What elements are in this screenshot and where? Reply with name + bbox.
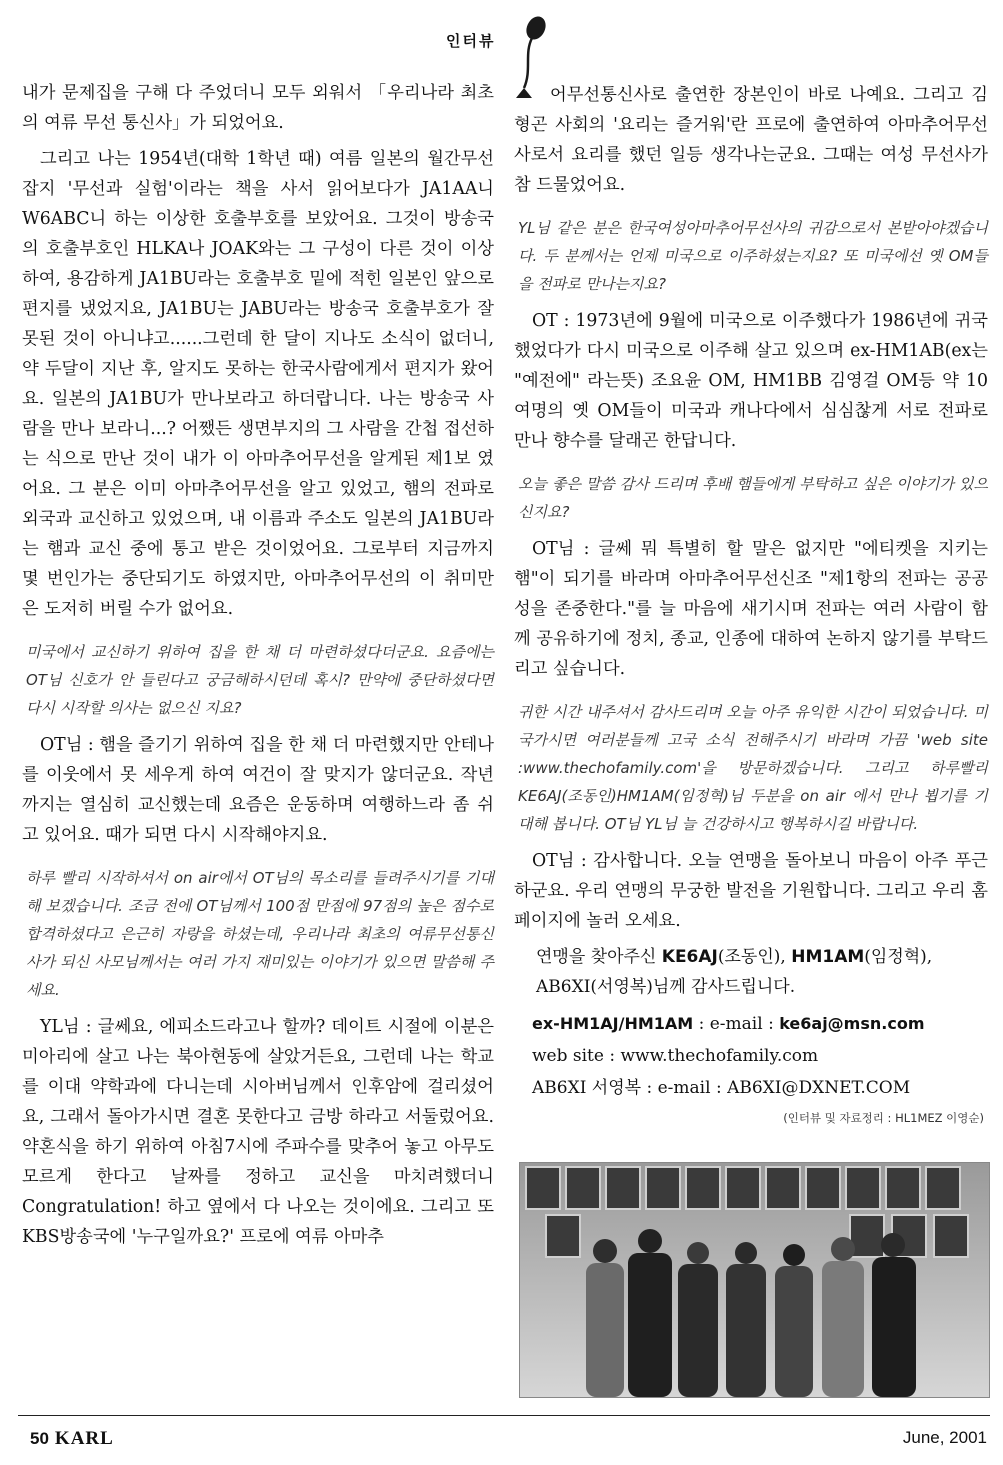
- thanks-line-1: [514, 942, 988, 972]
- contact-email-1[interactable]: ke6aj@msn.com: [779, 1014, 925, 1033]
- answer-1: OT님 : 햄을 즐기기 위하여 집을 한 채 더 마련했지만 안테나를 이웃에서 못 세우게 하여 여건이 잘 맞지가 않더군요. 작년까지는 열심히 교신했는데 요즘은 운동하며 여행하느라 좀 쉬고 있어요. 때가 되면 다시 시작해야지요.: [22, 735, 494, 845]
- thanks-line-2: AB6XI(서영복)님께 감사드립니다.: [536, 977, 796, 997]
- answer-4: OT님 : 글쎄 뭐 특별히 할 말은 없지만 "에티켓을 지키는 햄"이 되기를 바라며 아마추어무선신조 "제1항의 전파는 공공성을 존중한다."를 늘 마음에 새기시며 전파는 여러 사람이 함께 공유하기에 정치, 종교, 인종에 대하여 논하지 않기를 부탁드리고 싶습니다.: [514, 539, 988, 679]
- contact-line-3: [514, 1072, 988, 1104]
- left-column: [22, 78, 494, 1258]
- contact-label-1: : e-mail :: [698, 1014, 774, 1034]
- issue-date: June, 2001: [902, 1428, 987, 1447]
- footer-left: [30, 1428, 114, 1450]
- interview-credit: (인터뷰 및 자료정리 : HL1MEZ 이영순): [783, 1111, 984, 1125]
- contact-line-1: [514, 1008, 988, 1040]
- contact-website[interactable]: web site : www.thechofamily.com: [532, 1046, 819, 1066]
- left-paragraph-1: 내가 문제집을 구해 다 주었더니 모두 외워서 「우리나라 최초의 여류 무선 통신사」가 되었어요.: [22, 83, 494, 133]
- contact-callsign-1: ex-HM1AJ/HM1AM: [532, 1014, 694, 1033]
- thanks-name-ke6aj: (조동인),: [717, 947, 786, 967]
- footer-rule: [18, 1415, 990, 1416]
- interview-question-1: 미국에서 교신하기 위하여 집을 한 채 더 마련하셨다더군요. 요즘에는OT님 신호가 안 들린다고 궁금해하시던데 혹시? 만약에 중단하셨다면 다시 시작할 의사는 없으신 지요?: [26, 643, 494, 717]
- section-label: 인터뷰: [446, 32, 496, 50]
- interview-question-5: 귀한 시간 내주셔서 감사드리며 오늘 아주 유익한 시간이 되었습니다. 미국가시면 여러분들께 고국 소식 전해주시기 바라며 가끔 'web site :www.thechofamily.com'을 방문하겠습니다. 그리고 하루빨리KE6AJ(조동인)HM1AM(임정혁)님 두분을 on air 에서 만나 뵙기를 기대해 봅니다. OT님 YL님 늘 건강하시고 행복하시길 바랍니다.: [518, 703, 988, 833]
- group-photo-image: [520, 1163, 989, 1397]
- thanks-callsign-ke6aj: KE6AJ: [661, 947, 718, 967]
- contact-callsign-3: AB6XI 서영복: [532, 1078, 642, 1098]
- thanks-name-hm1am: (임정혁),: [864, 947, 933, 967]
- thanks-callsign-hm1am: HM1AM: [791, 947, 865, 967]
- right-column: [514, 80, 988, 1126]
- thanks-prefix: 연맹을 찾아주신: [536, 947, 657, 967]
- answer-2: YL님 : 글쎄요, 에피소드라고나 할까? 데이트 시절에 이분은 미아리에 살고 나는 북아현동에 살았거든요, 그런데 나는 학교를 이대 약학과에 다니는데 시아버님께서 인후암에 걸리셨어요, 그래서 돌아가시면 결혼 못한다고 금방 하라고 서둘렀어요. 약혼식을 하기 위하여 아침7시에 주파수를 맞추어 놓고 아무도 모르게 한다고 날짜를 정하고 교신을 마치려했더니 Congratulation! 하고 옆에서 다 나오는 것이에요. 그리고 또 KBS방송국에 '누구일까요?' 프로에 여류 아마추: [22, 1017, 494, 1247]
- answer-3: OT : 1973년에 9월에 미국으로 이주했다가 1986년에 귀국했었다가 다시 미국으로 이주해 살고 있으며 ex-HM1AB(ex는 "예전에" 라는뜻) 조요윤 OM, HM1BB 김영걸 OM등 약 10여명의 옛 OM들이 미국과 캐나다에서 심심찮게 서로 전파로 만나 향수를 달래곤 한답니다.: [514, 311, 988, 451]
- contact-email-3[interactable]: AB6XI@DXNET.COM: [727, 1078, 911, 1098]
- magazine-brand: KARL: [54, 1428, 114, 1449]
- right-paragraph-1: 어무선통신사로 출연한 장본인이 바로 나예요. 그리고 김형곤 사회의 '요리는 즐거워'란 프로에 출연하여 아마추어무선사로서 요리를 했던 일등 생각나는군요. 그때는 여성 무선사가 참 드물었어요.: [514, 85, 988, 195]
- contact-label-3: : e-mail :: [646, 1078, 722, 1098]
- answer-5: OT님 : 감사합니다. 오늘 연맹을 돌아보니 마음이 아주 푸근하군요. 우리 연맹의 무궁한 발전을 기원합니다. 그리고 우리 홈 페이지에 놀러 오세요.: [514, 851, 988, 931]
- interview-question-4: 오늘 좋은 말씀 감사 드리며 후배 햄들에게 부탁하고 싶은 이야기가 있으신지요?: [518, 475, 988, 521]
- interview-question-3: YL님 같은 분은 한국여성아마추어무선사의 귀감으로서 본받아야겠습니다. 두 분께서는 언제 미국으로 이주하셨는지요? 또 미국에선 옛 OM들을 전파로 만나는지요?: [518, 219, 988, 293]
- page-number: 50: [30, 1429, 49, 1448]
- interview-question-2: 하루 빨리 시작하셔서 on air에서 OT님의 목소리를 들려주시기를 기대해 보겠습니다. 조금 전에 OT님께서 100점 만점에 97점의 높은 점수로 합격하셨다고 은근히 자랑을 하셨는데, 우리나라 최초의 여류무선통신사가 되신 사모님께서는 여러 가지 재미있는 이야기가 있으면 말씀해 주세요.: [26, 869, 494, 999]
- left-paragraph-2: 그리고 나는 1954년(대학 1학년 때) 여름 일본의 월간무선잡지 '무선과 실험'이라는 책을 사서 읽어보다가 JA1AA니 W6ABC니 하는 이상한 호출부호를 보았어요. 그것이 방송국의 호출부호인 HLKA나 JOAK와는 그 구성이 다른 것이 이상하여, 용감하게 JA1BU라는 호출부호 밑에 적힌 일본인 앞으로 편지를 냈었지요, JA1BU는 JABU라는 방송국 호출부호가 잘못된 것이 아니냐고......그런데 한 달이 지나도 소식이 없더니, 약 두달이 지난 후, 알지도 못하는 한국사람에게서 편지가 왔어요. 일본의 JA1BU가 만나보라고 하더랍니다. 나는 방송국 사람을 만나 보라니...? 어쨌든 생면부지의 그 사람을 간첩 접선하는 식으로 만난 것이 내가 이 아마추어무선을 알게된 제1보 였어요. 그 분은 이미 아마추어무선을 알고 있었고, 햄의 전파로 외국과 교신하고 있었으며, 내 이름과 주소도 일본의 JA1BU라는 햄과 교신 중에 통고 받은 것이었어요. 그로부터 지금까지 몇 번인가는 중단되기도 하였지만, 아마추어무선의 이 취미만은 도저히 버릴 수가 없어요.: [22, 149, 494, 619]
- group-photo: [519, 1162, 990, 1398]
